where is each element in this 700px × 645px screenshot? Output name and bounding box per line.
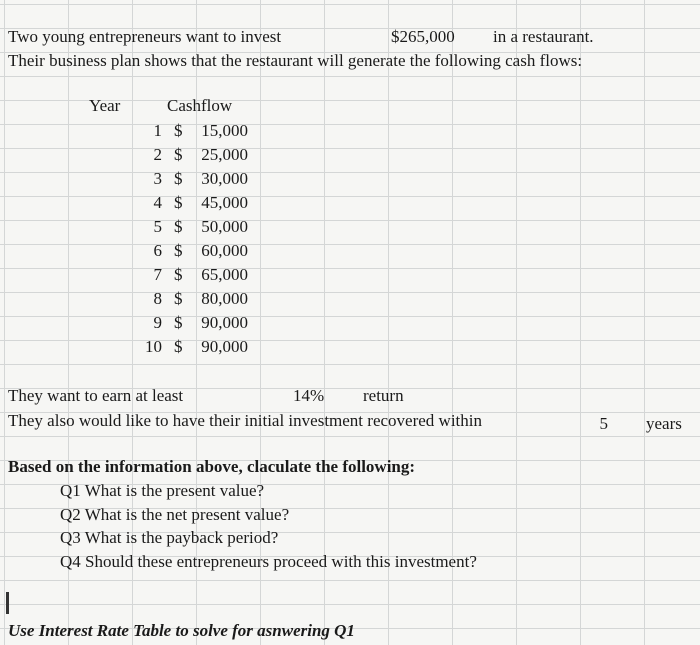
year-cell: 3 (153, 169, 162, 188)
return-suffix: return (363, 386, 404, 405)
amount-cell: 30,000 (201, 169, 248, 188)
year-cell: 7 (153, 265, 162, 284)
recover-text: They also would like to have their initial investment recovered within (8, 411, 482, 430)
return-prefix: They want to earn at least (8, 386, 184, 405)
year-cell: 8 (153, 289, 162, 308)
questions-heading: Based on the information above, claculate the following: (8, 457, 416, 476)
question-item: Q1 What is the present value? (60, 481, 265, 500)
currency-cell: $ (174, 265, 183, 284)
amount-cell: 65,000 (201, 265, 248, 284)
recover-years-cell[interactable]: 5 (599, 414, 608, 433)
year-cell: 1 (153, 121, 162, 140)
question-item: Q2 What is the net present value? (60, 505, 290, 524)
year-cell: 4 (153, 193, 162, 212)
amount-cell: 80,000 (201, 289, 248, 308)
intro-line1-prefix: Two young entrepreneurs want to invest (8, 27, 282, 46)
currency-cell: $ (174, 337, 183, 356)
year-cell: 10 (145, 337, 162, 356)
currency-cell: $ (174, 169, 183, 188)
intro-line2: Their business plan shows that the restaurant will generate the following cash flows: (8, 51, 583, 70)
year-cell: 9 (153, 313, 162, 332)
intro-line1-suffix: in a restaurant. (493, 27, 594, 46)
question-item: Q4 Should these entrepreneurs proceed with this investment? (60, 552, 477, 571)
year-cell: 2 (153, 145, 162, 164)
currency-cell: $ (174, 217, 183, 236)
recover-unit: years (646, 414, 682, 433)
cashflow-header: Cashflow (167, 96, 233, 115)
currency-cell: $ (174, 289, 183, 308)
amount-cell: 45,000 (201, 193, 248, 212)
amount-cell: 90,000 (201, 313, 248, 332)
currency-cell: $ (174, 121, 183, 140)
amount-cell: 15,000 (201, 121, 248, 140)
cell-cursor (6, 592, 9, 614)
footer-note: Use Interest Rate Table to solve for asnwering Q1 (8, 621, 355, 640)
return-rate-cell[interactable]: 14% (293, 386, 325, 405)
currency-cell: $ (174, 145, 183, 164)
amount-cell: 90,000 (201, 337, 248, 356)
year-header: Year (89, 96, 121, 115)
amount-cell: 60,000 (201, 241, 248, 260)
question-item: Q3 What is the payback period? (60, 528, 279, 547)
investment-amount-cell[interactable]: $265,000 (391, 27, 455, 46)
amount-cell: 25,000 (201, 145, 248, 164)
amount-cell: 50,000 (201, 217, 248, 236)
year-cell: 5 (153, 217, 162, 236)
year-cell: 6 (153, 241, 162, 260)
currency-cell: $ (174, 193, 183, 212)
currency-cell: $ (174, 313, 183, 332)
currency-cell: $ (174, 241, 183, 260)
